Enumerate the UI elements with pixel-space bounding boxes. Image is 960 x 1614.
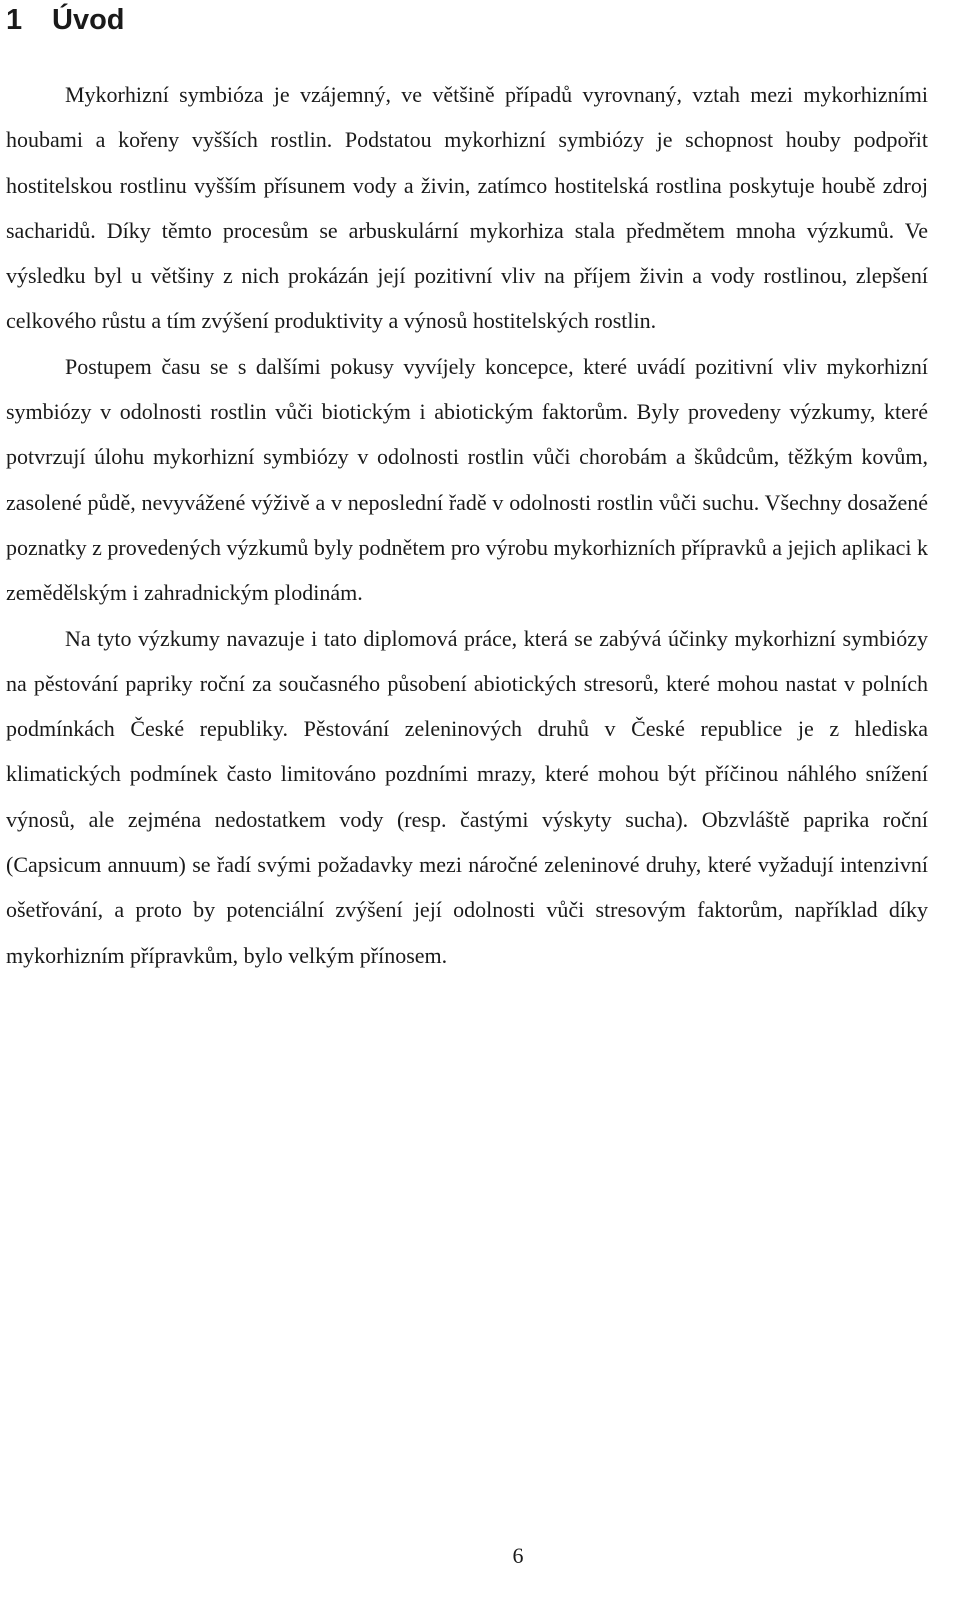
paragraph-intro: Mykorhizní symbióza je vzájemný, ve většině případů vyrovnaný, vztah mezi mykorhizními houbami a kořeny vyšších rostlin. Podstatou mykorhizní symbiózy je schopnost houby podpořit hostitelskou rostlinu vyšším přísunem vody a živin, zatímco hostitelská rostlina poskytuje houbě zdroj sacharidů. Díky těmto procesům se arbuskulární mykorhiza stala předmětem mnoha výzkumů. Ve výsledku byl u většiny z nich prokázán její pozitivní vliv na příjem živin a vody rostlinou, zlepšení celkového růstu a tím zvýšení produktivity a výnosů hostitelských rostlin. <box>6 82 928 334</box>
body-text <box>6 72 928 978</box>
chapter-title: Úvod <box>52 4 125 36</box>
page-number: 6 <box>512 1543 524 1568</box>
chapter-heading <box>6 0 125 40</box>
chapter-number: 1 <box>6 4 23 36</box>
paragraph-thesis-aim: Na tyto výzkumy navazuje i tato diplomová práce, která se zabývá účinky mykorhizní symbiózy na pěstování papriky roční za současného působení abiotických stresorů, které mohou nastat v polních podmínkách České republiky. Pěstování zeleninových druhů v České republice je z hlediska klimatických podmínek často limitováno pozdními mrazy, které mohou být příčinou náhlého snížení výnosů, ale zejména nedostatkem vody (resp. častými výskyty sucha). Obzvláště paprika roční (Capsicum annuum) se řadí svými požadavky mezi náročné zeleninové druhy, které vyžadují intenzivní ošetřování, a proto by potenciální zvýšení její odolnosti vůči stresovým faktorům, například díky mykorhizním přípravkům, bylo velkým přínosem. <box>6 625 928 968</box>
paragraph-concepts: Postupem času se s dalšími pokusy vyvíjely koncepce, které uvádí pozitivní vliv mykorhizní symbiózy v odolnosti rostlin vůči biotickým i abiotickým faktorům. Byly provedeny výzkumy, které potvrzují úlohu mykorhizní symbiózy v odolnosti rostlin vůči chorobám a škůdcům, těžkým kovům, zasolené půdě, nevyvážené výživě a v neposlední řadě v odolnosti rostlin vůči suchu. Všechny dosažené poznatky z provedených výzkumů byly podnětem pro výrobu mykorhizních přípravků a jejich aplikaci k zemědělským i zahradnickým plodinám. <box>6 353 928 606</box>
